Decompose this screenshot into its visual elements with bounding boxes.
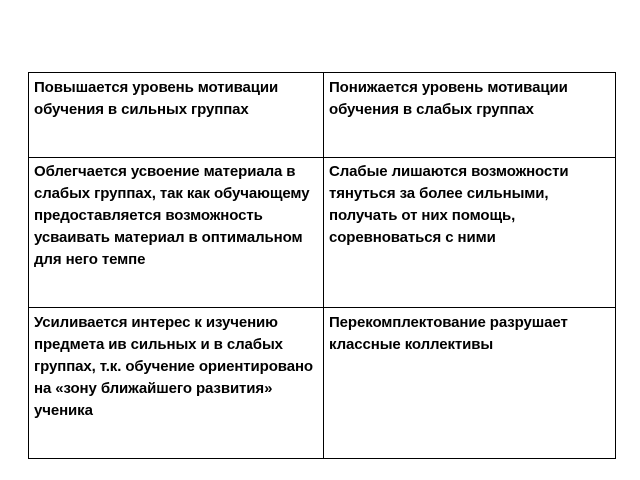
table-row	[29, 158, 616, 308]
table-cell-con: Понижается уровень мотивации обучения в слабых группах	[324, 73, 616, 158]
table-cell-pro: Облегчается усвоение материала в слабых группах, так как обучающему предоставляется возможность усваивать материал в оптимальном для него темпе	[29, 158, 324, 308]
table-cell-con: Перекомплектование разрушает классные коллективы	[324, 308, 616, 459]
table-cell-con: Слабые лишаются возможности тянуться за более сильными, получать от них помощь, соревноваться с ними	[324, 158, 616, 308]
comparison-table	[28, 72, 616, 459]
table-row	[29, 308, 616, 459]
table-cell-pro: Повышается уровень мотивации обучения в сильных группах	[29, 73, 324, 158]
table-cell-pro: Усиливается интерес к изучению предмета ив сильных и в слабых группах, т.к. обучение ориентировано на «зону ближайшего развития» ученика	[29, 308, 324, 459]
table-row	[29, 73, 616, 158]
